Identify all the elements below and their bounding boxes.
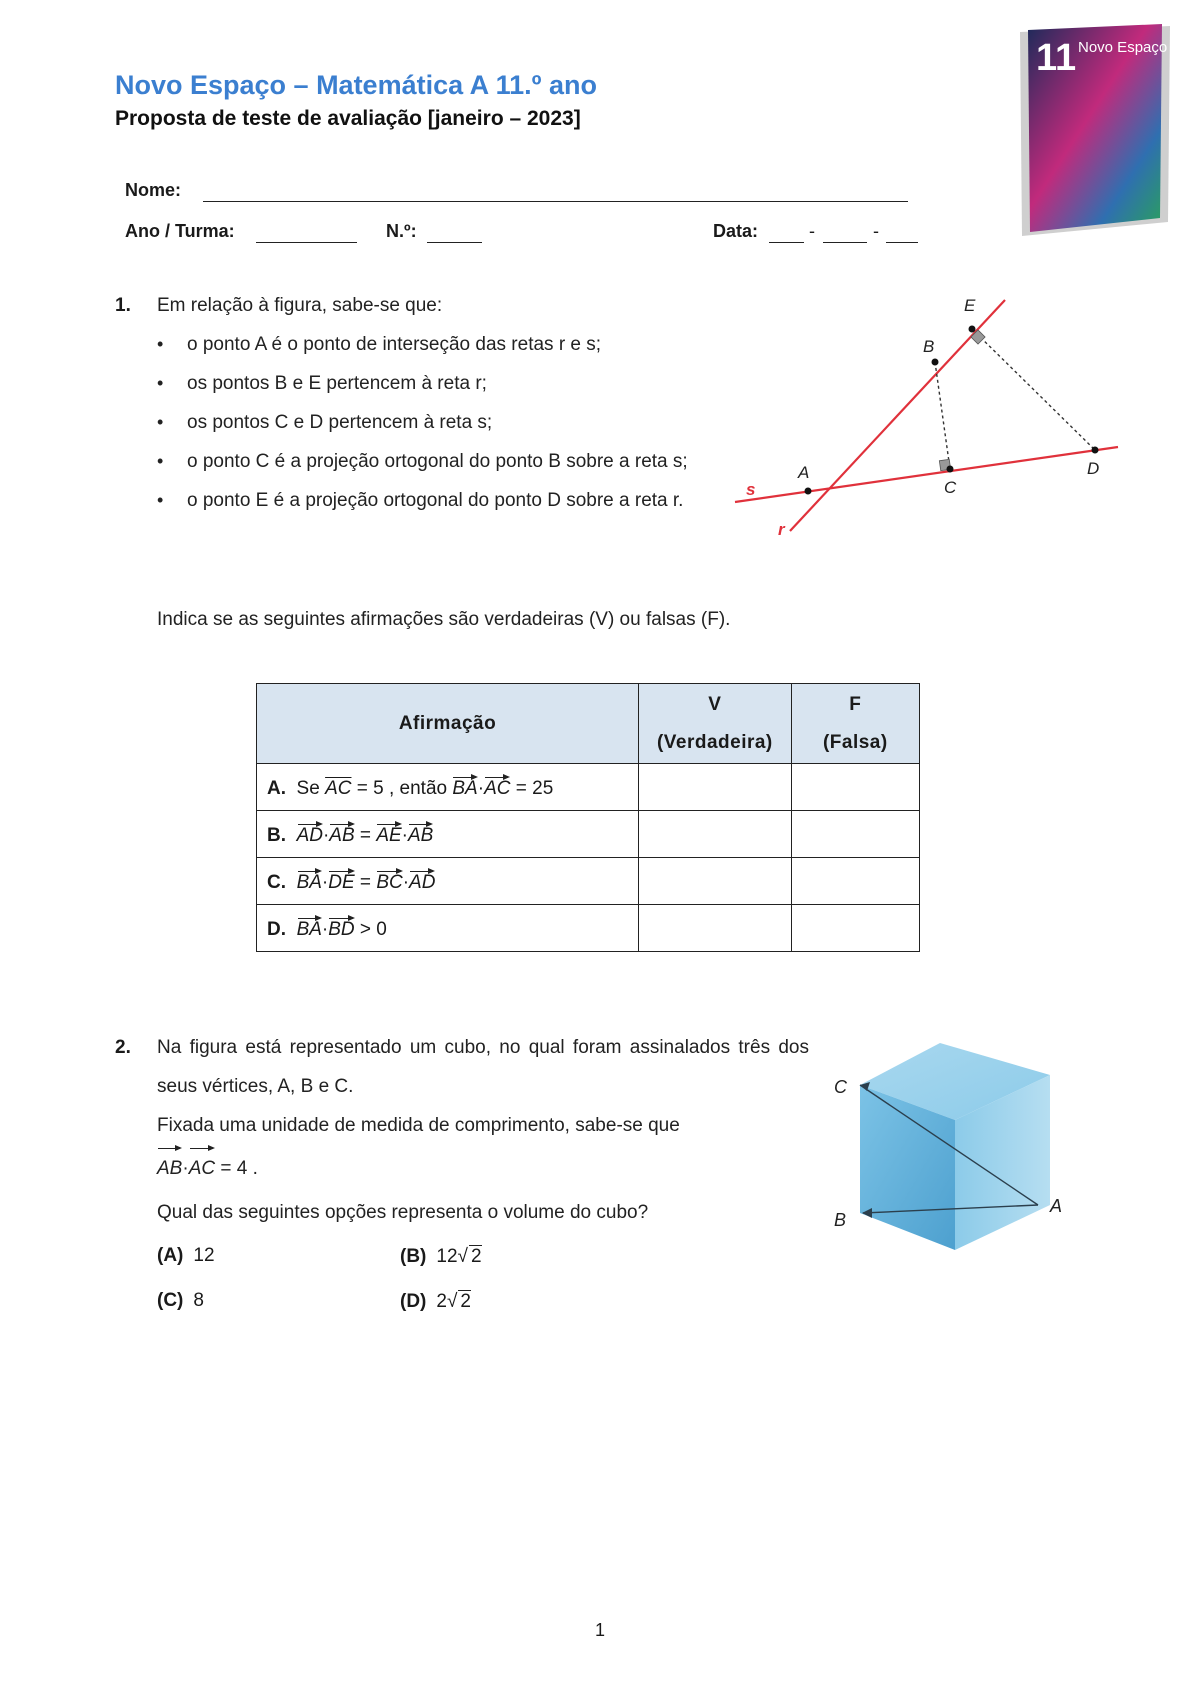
book-cover-image bbox=[1000, 22, 1175, 242]
answer-cell-f-d[interactable] bbox=[791, 905, 919, 952]
name-label: Nome: bbox=[125, 180, 182, 200]
table-row bbox=[257, 764, 920, 811]
line-s bbox=[735, 447, 1118, 502]
answer-cell-v-c[interactable] bbox=[639, 858, 792, 905]
book-title: Novo Espaço bbox=[1078, 39, 1168, 56]
question-2-equation: AB·AC = 4 . bbox=[157, 1145, 258, 1188]
table-row bbox=[257, 905, 920, 952]
question-2-number: 2. bbox=[115, 1037, 131, 1058]
segment-de bbox=[972, 329, 1095, 450]
list-item: • o ponto A é o ponto de interseção das retas r e s; bbox=[157, 325, 722, 364]
option-c[interactable]: (C) 8 bbox=[157, 1290, 204, 1311]
question-2-question: Qual das seguintes opções representa o volume do cubo? bbox=[157, 1202, 649, 1223]
label-r: r bbox=[778, 520, 785, 539]
class-field[interactable] bbox=[256, 242, 357, 243]
label-s: s bbox=[746, 480, 756, 499]
cube-figure bbox=[820, 1035, 1100, 1265]
option-a[interactable]: (A) 12 bbox=[157, 1245, 215, 1266]
true-false-table bbox=[256, 683, 920, 952]
lines-figure bbox=[730, 285, 1130, 545]
table-row bbox=[257, 858, 920, 905]
question-2-statement: Na figura está representado um cubo, no qual foram assinalados três dos seus vértices, A, B e C. bbox=[157, 1037, 809, 1097]
question-1-number: 1. bbox=[115, 295, 131, 316]
answer-cell-v-d[interactable] bbox=[639, 905, 792, 952]
answer-cell-v-a[interactable] bbox=[639, 764, 792, 811]
label-b: B bbox=[923, 337, 935, 356]
label-b: B bbox=[834, 1210, 847, 1230]
header-true: V (Verdadeira) bbox=[639, 684, 792, 764]
question-1-intro: Em relação à figura, sabe-se que: bbox=[157, 295, 443, 316]
option-d[interactable]: (D) 2√ 2 bbox=[400, 1291, 471, 1312]
label-c: C bbox=[944, 478, 957, 497]
question-1-conditions bbox=[157, 325, 722, 520]
date-year-field[interactable] bbox=[886, 242, 918, 243]
segment-bc bbox=[935, 362, 950, 469]
label-c: C bbox=[834, 1077, 847, 1097]
statement-c: C. BA·DE = BC·AD bbox=[257, 858, 639, 905]
table-row bbox=[257, 811, 920, 858]
date-month-field[interactable] bbox=[823, 242, 867, 243]
answer-cell-f-b[interactable] bbox=[791, 811, 919, 858]
date-label: Data: bbox=[713, 221, 759, 241]
header-false: F (Falsa) bbox=[791, 684, 919, 764]
answer-cell-v-b[interactable] bbox=[639, 811, 792, 858]
list-item: • os pontos B e E pertencem à reta r; bbox=[157, 364, 722, 403]
name-field[interactable] bbox=[203, 201, 908, 202]
date-separator: - bbox=[873, 221, 879, 241]
point-c bbox=[947, 466, 954, 473]
list-item: • o ponto C é a projeção ortogonal do ponto B sobre a reta s; bbox=[157, 442, 722, 481]
question-1-instruction: Indica se as seguintes afirmações são verdadeiras (V) ou falsas (F). bbox=[157, 609, 731, 630]
answer-cell-f-c[interactable] bbox=[791, 858, 919, 905]
point-a bbox=[805, 488, 812, 495]
label-a: A bbox=[1050, 1196, 1063, 1216]
statement-d: D. BA·BD > 0 bbox=[257, 905, 639, 952]
header-statement: Afirmação bbox=[257, 684, 639, 764]
list-item: • o ponto E é a projeção ortogonal do ponto D sobre a reta r. bbox=[157, 481, 722, 520]
page-number: 1 bbox=[594, 1620, 605, 1640]
statement-a: A. Se $\overline{AC} = 5$ , então BA·AC = 25 bbox=[257, 764, 639, 811]
list-item: • os pontos C e D pertencem à reta s; bbox=[157, 403, 722, 442]
label-a: A bbox=[798, 463, 810, 482]
statement-b: B. AD·AB = AE·AB bbox=[257, 811, 639, 858]
label-d: D bbox=[1087, 459, 1100, 478]
point-b bbox=[932, 359, 939, 366]
book-badge: 11 bbox=[1036, 37, 1077, 79]
question-2-given: Fixada uma unidade de medida de comprimento, sabe-se que bbox=[157, 1115, 680, 1136]
point-e bbox=[969, 326, 976, 333]
date-separator: - bbox=[809, 221, 815, 241]
page-subtitle: Proposta de teste de avaliação [janeiro – 2023] bbox=[115, 107, 581, 130]
number-field[interactable] bbox=[427, 242, 482, 243]
date-day-field[interactable] bbox=[769, 242, 804, 243]
answer-cell-f-a[interactable] bbox=[791, 764, 919, 811]
page-title: Novo Espaço – Matemática A 11.º ano bbox=[115, 70, 598, 100]
number-label: N.º: bbox=[386, 221, 417, 241]
option-b[interactable]: (B) 12√ 2 bbox=[400, 1246, 482, 1267]
label-e: E bbox=[964, 296, 976, 315]
point-d bbox=[1092, 447, 1099, 454]
class-label: Ano / Turma: bbox=[125, 221, 235, 241]
